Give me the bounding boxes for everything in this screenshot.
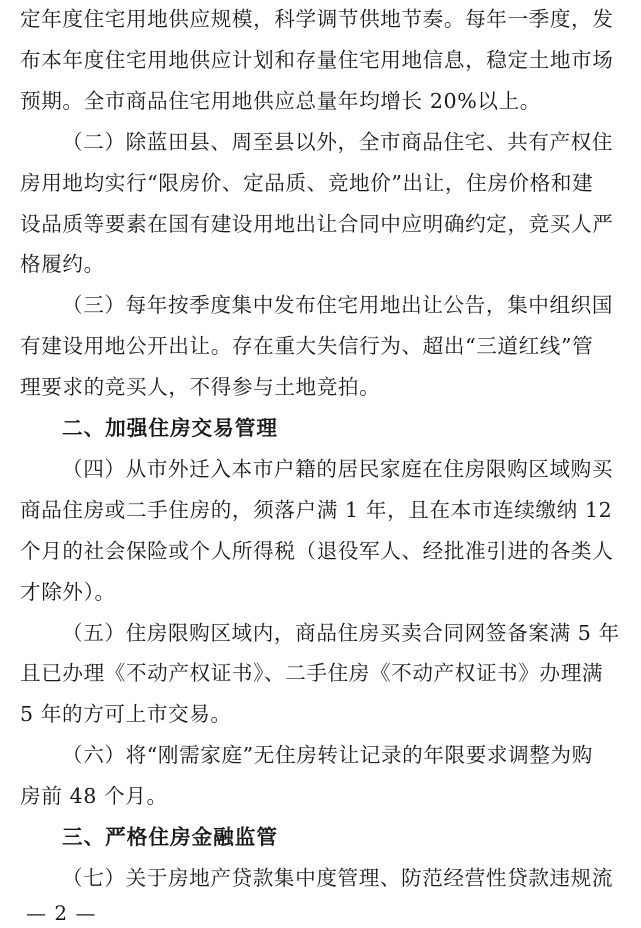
- text-line: 定年度住宅用地供应规模，科学调节供地节奏。每年一季度，发: [20, 7, 614, 31]
- page-number: — 2 —: [26, 900, 97, 925]
- text-line: 商品住房或二手住房的，须落户满 1 年，且在本市连续缴纳 12: [20, 497, 613, 522]
- text-line: 才除外）。: [20, 579, 116, 604]
- text-line: 个月的社会保险或个人所得税（退役军人、经批准引进的各类人: [20, 538, 614, 563]
- text-line: 且已办理《不动产权证书》、二手住房《不动产权证书》办理满: [20, 661, 604, 686]
- paragraph-first-line: （二）除蓝田县、周至县以外，全市商品住宅、共有产权住: [62, 129, 614, 154]
- text-line: 预期。全市商品住宅用地供应总量年均增长 20%以上。: [20, 88, 541, 113]
- text-line: 5 年的方可上市交易。: [20, 702, 232, 727]
- text-line: 布本年度住宅用地供应计划和存量住宅用地信息，稳定土地市场: [20, 47, 614, 72]
- text-line: 房用地均实行“限房价、定品质、竞地价”出让，住房价格和建: [20, 170, 594, 195]
- paragraph-first-line: （五）住房限购区域内，商品住房买卖合同网签备案满 5 年: [62, 620, 620, 645]
- section-heading: 二、加强住房交易管理: [62, 416, 278, 440]
- paragraph-first-line: （六）将“刚需家庭”无住房转让记录的年限要求调整为购: [62, 743, 593, 768]
- paragraph-first-line: （四）从市外迁入本市户籍的居民家庭在住房限购区域购买: [62, 456, 614, 481]
- section-heading: 三、严格住房金融监管: [62, 825, 278, 849]
- text-line: 有建设用地公开出让。存在重大失信行为、超出“三道红线”管: [20, 334, 594, 359]
- text-line: 设品质等要素在国有建设用地出让合同中应明确约定，竞买人严: [20, 211, 614, 236]
- paragraph-first-line: （三）每年按季度集中发布住宅用地出让公告，集中组织国: [62, 293, 614, 318]
- text-line: 格履约。: [20, 252, 105, 277]
- text-line: 房前 48 个月。: [20, 784, 168, 809]
- paragraph-first-line: （七）关于房地产贷款集中度管理、防范经营性贷款违规流: [62, 865, 614, 890]
- text-line: 理要求的竞买人，不得参与土地竞拍。: [20, 375, 381, 400]
